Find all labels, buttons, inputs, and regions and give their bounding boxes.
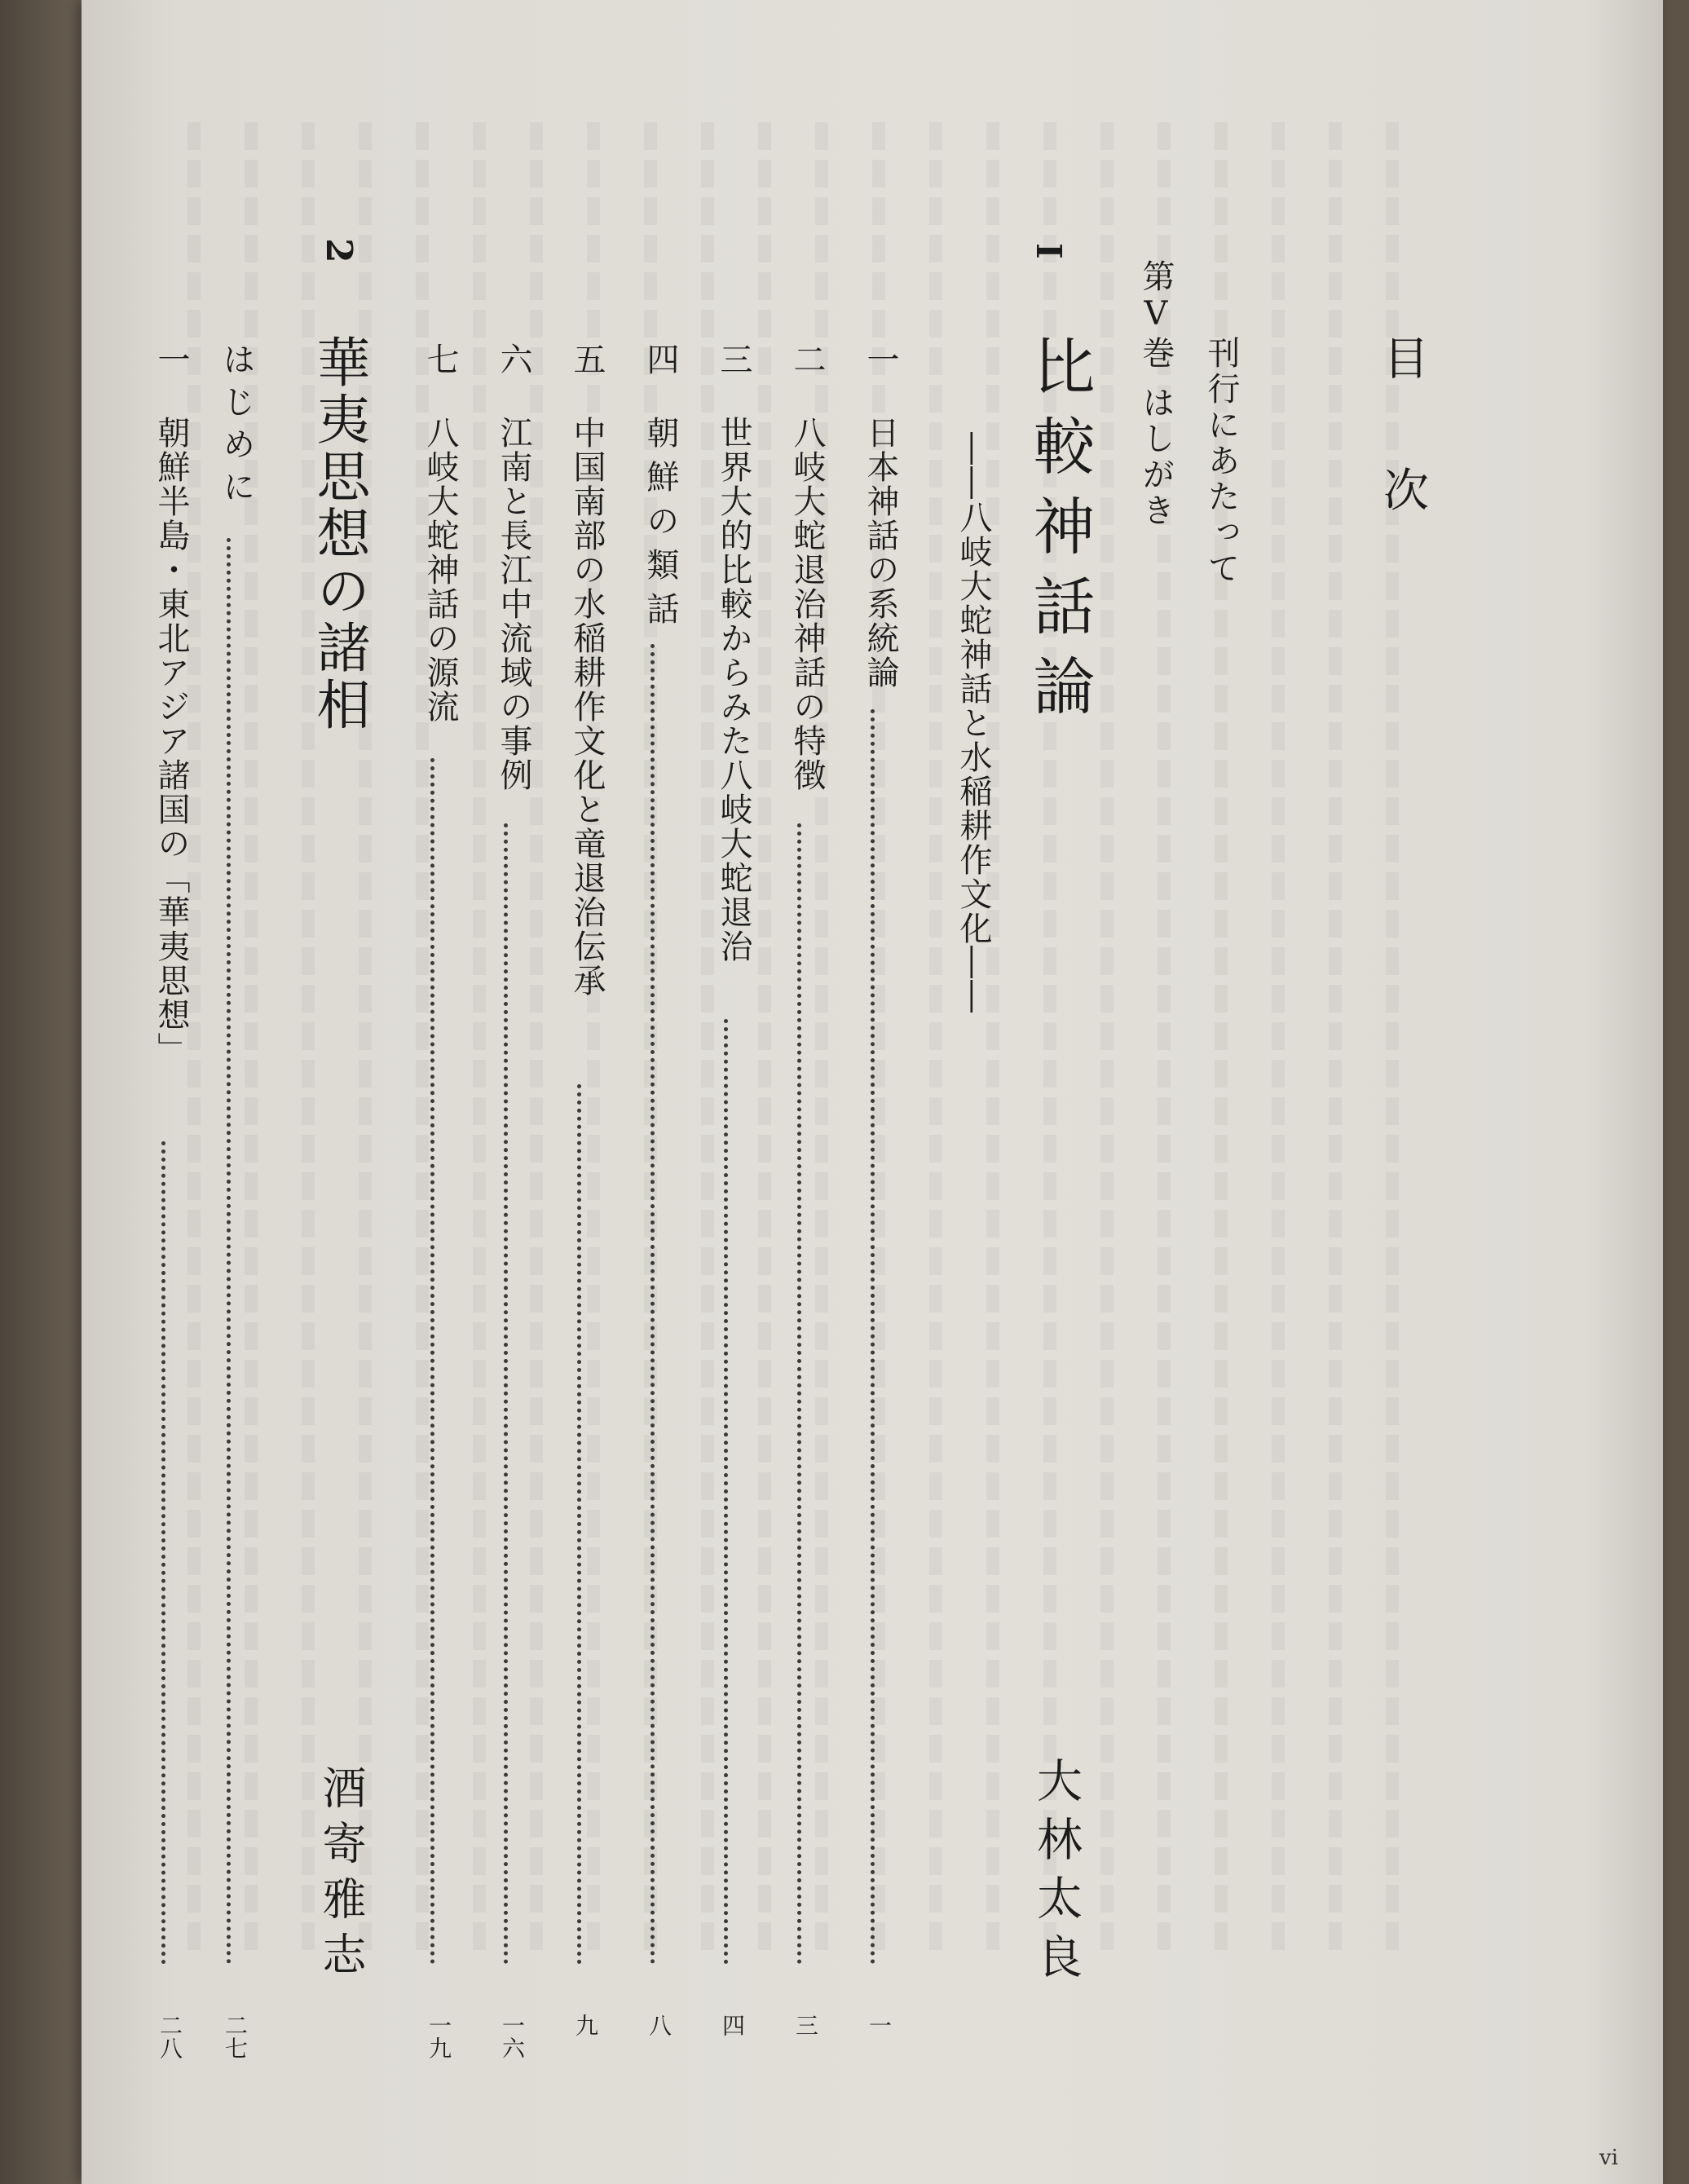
- part1-author: 大林太良: [1030, 1757, 1083, 1992]
- item-leader: [577, 1084, 581, 1965]
- page-folio: vi: [1599, 2146, 1619, 2170]
- item-title: 江南と長江中流域の事例: [495, 416, 532, 792]
- item-number: 一: [152, 342, 190, 375]
- item-page: 九: [572, 2014, 599, 2036]
- toc-heading: 目 次: [1376, 334, 1429, 548]
- item-page: 八: [646, 2014, 673, 2036]
- part1-number: I: [1029, 243, 1069, 259]
- item-title: 八岐大蛇神話の源流: [421, 416, 459, 724]
- item-number: 五: [568, 342, 606, 375]
- item-leader: [161, 1141, 165, 1965]
- book-spine-edge: [0, 0, 82, 2184]
- item-leader: [227, 538, 231, 1965]
- item-number: 七: [421, 342, 459, 375]
- item-page: 一九: [426, 2014, 452, 2059]
- part2-title: 華夷思想の諸相: [307, 334, 370, 734]
- item-leader: [724, 1019, 728, 1965]
- item-title: 中国南部の水稲耕作文化と竜退治伝承: [568, 416, 606, 998]
- front-item-volume-foreword: 第Ⅴ巻 はしがき: [1137, 259, 1175, 529]
- item-page: 二七: [222, 2014, 249, 2059]
- item-leader: [871, 709, 875, 1965]
- item-page: 一: [866, 2014, 893, 2036]
- part2-number: 2: [318, 238, 359, 263]
- item-page: 四: [719, 2014, 746, 2036]
- item-title: 日本神話の系統論: [862, 416, 899, 690]
- item-title: はじめに: [218, 342, 255, 512]
- item-number: 二: [788, 342, 826, 375]
- item-title: 朝鮮半島・東北アジア諸国の「華夷思想」: [152, 416, 190, 1066]
- item-number: 三: [715, 342, 752, 375]
- item-title: 八岐大蛇退治神話の特徴: [788, 416, 826, 792]
- item-title: 世界大的比較からみた八岐大蛇退治: [715, 416, 752, 964]
- item-number: 四: [642, 342, 679, 375]
- item-page: 一六: [499, 2014, 526, 2059]
- item-page: 三: [792, 2014, 819, 2036]
- front-item-preface: 刊行にあたって: [1202, 336, 1240, 587]
- part2-author: 酒寄雅志: [315, 1765, 367, 1987]
- item-number: 一: [862, 342, 899, 375]
- item-number: 六: [495, 342, 532, 375]
- part1-title: 比較神話論: [1023, 334, 1096, 734]
- part1-subtitle: ――八岐大蛇神話と水稲耕作文化――: [955, 432, 992, 1014]
- item-page: 二八: [157, 2014, 183, 2059]
- item-leader: [504, 823, 508, 1965]
- item-leader: [650, 644, 655, 1965]
- item-leader: [430, 758, 434, 1965]
- item-leader: [797, 823, 801, 1965]
- item-title: 朝鮮の類話: [642, 416, 679, 636]
